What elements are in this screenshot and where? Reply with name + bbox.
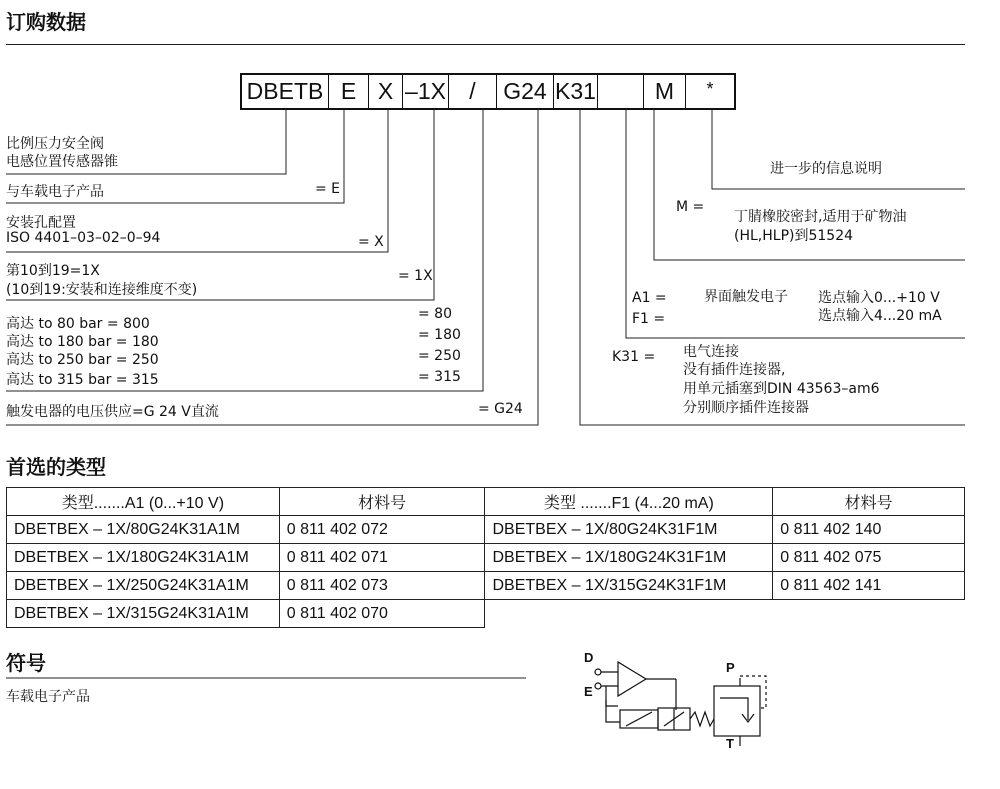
mount-desc-2: ISO 4401–03–02–0–94	[6, 230, 161, 246]
label-e: E	[584, 684, 593, 699]
ordering-heading: 订购数据	[6, 10, 86, 34]
onboard-desc: 与车载电子产品	[6, 184, 104, 200]
code-x: X	[369, 75, 403, 108]
code-e: E	[329, 75, 369, 108]
code-slash: /	[449, 75, 497, 108]
type-cell: DBETBEX – 1X/80G24K31F1M	[485, 516, 773, 544]
m-desc-1: 丁腈橡胶密封,适用于矿物油	[734, 209, 907, 225]
label-t: T	[726, 736, 734, 751]
empty-cell	[773, 600, 965, 628]
material-cell: 0 811 402 073	[279, 572, 485, 600]
type-cell: DBETBEX – 1X/180G24K31F1M	[485, 544, 773, 572]
further-info: 进一步的信息说明	[770, 161, 882, 177]
header-type-a1: 类型.......A1 (0...+10 V)	[7, 488, 280, 516]
hydraulic-symbol-graphic	[580, 650, 770, 780]
code-dbetb: DBETB	[242, 75, 329, 108]
a1-code: A1 =	[632, 290, 667, 306]
k31-desc-1: 电气连接	[683, 344, 739, 360]
code-star: *	[706, 79, 714, 99]
pressure-code-3: = 250	[418, 348, 461, 364]
k31-code: K31 =	[612, 349, 656, 365]
header-type-f1: 类型 .......F1 (4...20 mA)	[485, 488, 773, 516]
k31-desc-4: 分别顺序插件连接器	[683, 400, 809, 416]
preferred-types-table	[6, 487, 965, 628]
table-row	[7, 572, 965, 600]
type-cell: DBETBEX – 1X/315G24K31F1M	[485, 572, 773, 600]
series-desc-1: 第10到19=1X	[6, 263, 100, 279]
onboard-code: = E	[315, 181, 341, 197]
header-material-a1: 材料号	[279, 488, 485, 516]
type-cell: DBETBEX – 1X/180G24K31A1M	[7, 544, 280, 572]
supply-code: = G24	[478, 401, 523, 417]
material-cell: 0 811 402 141	[773, 572, 965, 600]
k31-desc-3: 用单元插塞到DIN 43563–am6	[683, 381, 880, 397]
pressure-code-4: = 315	[418, 369, 461, 385]
symbol-caption: 车载电子产品	[6, 689, 90, 705]
pressure-1: 高达 to 80 bar = 800	[6, 316, 150, 332]
empty-cell	[485, 600, 773, 628]
type-cell: DBETBEX – 1X/250G24K31A1M	[7, 572, 280, 600]
material-cell: 0 811 402 071	[279, 544, 485, 572]
material-cell: 0 811 402 070	[279, 600, 485, 628]
material-cell: 0 811 402 075	[773, 544, 965, 572]
material-cell: 0 811 402 140	[773, 516, 965, 544]
code-m: M	[644, 75, 686, 108]
series-code: = 1X	[398, 268, 433, 284]
label-p: P	[726, 660, 735, 675]
type-cell: DBETBEX – 1X/315G24K31A1M	[7, 600, 280, 628]
m-desc-2: (HL,HLP)到51524	[734, 228, 854, 244]
table-header-row	[7, 488, 965, 516]
hydraulic-symbol	[580, 650, 770, 780]
valve-desc-2: 电感位置传感器锥	[6, 154, 118, 170]
interface-desc: 界面触发电子	[704, 289, 788, 305]
type-cell: DBETBEX – 1X/80G24K31A1M	[7, 516, 280, 544]
code-k31: K31	[554, 75, 598, 108]
f1-desc: 选点输入4...20 mA	[818, 308, 942, 324]
mount-desc-1: 安装孔配置	[6, 215, 76, 231]
pressure-4: 高达 to 315 bar = 315	[6, 372, 159, 388]
code-g24: G24	[497, 75, 554, 108]
table-row	[7, 544, 965, 572]
pressure-code-1: = 80	[418, 306, 452, 322]
supply-desc: 触发电器的电压供应=G 24 V直流	[6, 404, 219, 420]
series-desc-2: (10到19:安装和连接维度不变)	[6, 282, 198, 298]
valve-desc-1: 比例压力安全阀	[6, 136, 104, 152]
material-cell: 0 811 402 072	[279, 516, 485, 544]
f1-code: F1 =	[632, 311, 666, 327]
table-row	[7, 600, 965, 628]
header-material-f1: 材料号	[773, 488, 965, 516]
table-row	[7, 516, 965, 544]
symbol-heading: 符号	[6, 651, 46, 675]
mount-code: = X	[358, 234, 384, 250]
a1-desc: 选点输入0...+10 V	[818, 290, 940, 306]
preferred-heading: 首选的类型	[6, 455, 106, 479]
code-series: –1X	[403, 75, 449, 108]
k31-desc-2: 没有插件连接器,	[683, 362, 786, 378]
pressure-code-2: = 180	[418, 327, 461, 343]
pressure-3: 高达 to 250 bar = 250	[6, 352, 159, 368]
pressure-2: 高达 to 180 bar = 180	[6, 334, 159, 350]
m-code: M =	[676, 199, 705, 215]
label-d: D	[584, 650, 594, 665]
